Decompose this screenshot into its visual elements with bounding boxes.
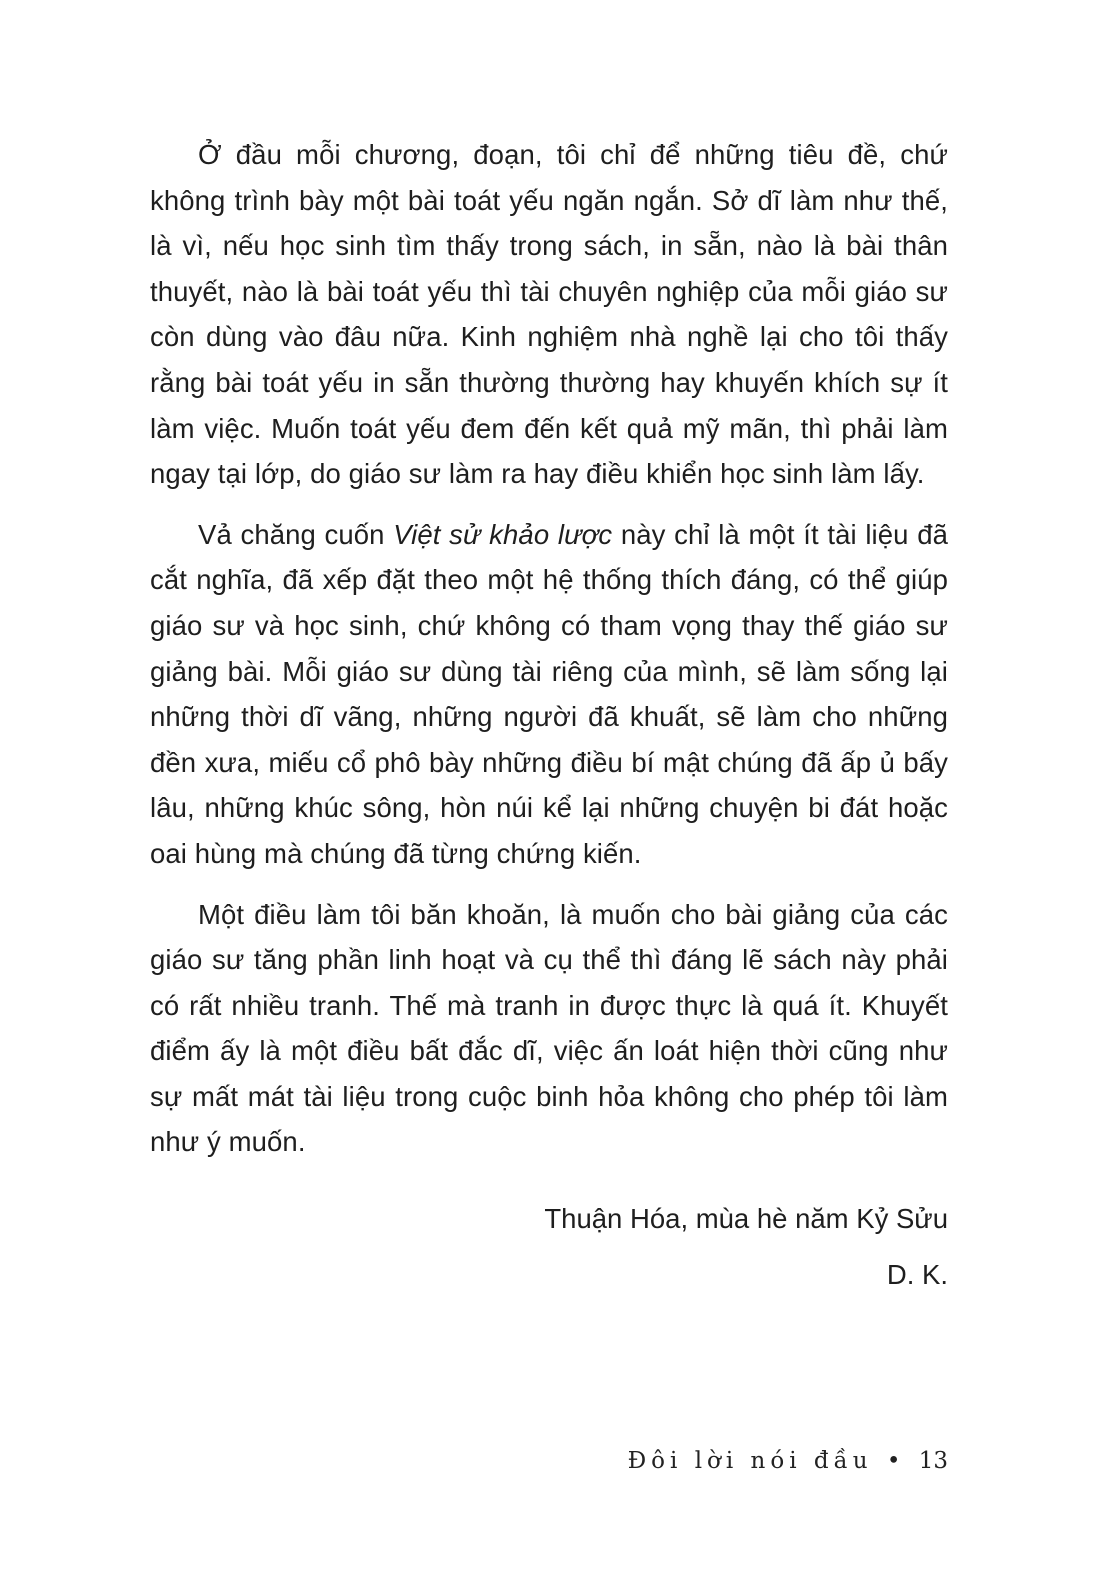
paragraph-2-text-start: Vả chăng cuốn <box>198 518 394 550</box>
paragraph-3 <box>150 892 948 1166</box>
footer-separator: • <box>886 1448 901 1474</box>
footer-section-title: Đôi lời nói đầu <box>627 1448 873 1474</box>
paragraph-2 <box>150 512 948 877</box>
page-footer <box>628 1448 948 1474</box>
page-body <box>150 132 948 1303</box>
page-number: 13 <box>918 1448 948 1474</box>
paragraph-3-text: Một điều làm tôi băn khoăn, là muốn cho bài giảng của các giáo sư tăng phần linh hoạt và cụ thể thì đáng lẽ sách này phải có rất nhiều tranh. Thế mà tranh in được thực là quá ít. Khuyết điểm ấy là một điều bất đắc dĩ, việc ấn loát hiện thời cũng như sự mất mát tài liệu trong cuộc binh hỏa không cho phép tôi làm như ý muốn. <box>150 898 948 1158</box>
signoff-place-date: Thuận Hóa, mùa hè năm Kỷ Sửu <box>544 1203 948 1235</box>
signoff-initials: D. K. <box>886 1259 948 1291</box>
paragraph-2-text-end: này chỉ là một ít tài liệu đã cắt nghĩa, đã xếp đặt theo một hệ thống thích đáng, có thể giúp giáo sư và học sinh, chứ không có tham vọng thay thế giáo sư giảng bài. Mỗi giáo sư dùng tài riêng của mình, sẽ làm sống lại những thời dĩ vãng, những người đã khuất, sẽ làm cho những đền xưa, miếu cổ phô bày những điều bí mật chúng đã ấp ủ bấy lâu, những khúc sông, hòn núi kể lại những chuyện bi đát hoặc oai hùng mà chúng đã từng chứng kiến. <box>150 518 948 869</box>
signoff <box>150 1191 948 1303</box>
book-title: Việt sử khảo lược <box>393 518 613 550</box>
paragraph-1 <box>150 132 948 497</box>
paragraph-1-text: Ở đầu mỗi chương, đoạn, tôi chỉ để những tiêu đề, chứ không trình bày một bài toát yếu ngăn ngắn. Sở dĩ làm như thế, là vì, nếu học sinh tìm thấy trong sách, in sẵn, nào là bài thân thuyết, nào là bài toát yếu thì tài chuyên nghiệp của mỗi giáo sư còn dùng vào đâu nữa. Kinh nghiệm nhà nghề lại cho tôi thấy rằng bài toát yếu in sẵn thường thường hay khuyến khích sự ít làm việc. Muốn toát yếu đem đến kết quả mỹ mãn, thì phải làm ngay tại lớp, do giáo sư làm ra hay điều khiển học sinh làm lấy. <box>150 139 948 490</box>
